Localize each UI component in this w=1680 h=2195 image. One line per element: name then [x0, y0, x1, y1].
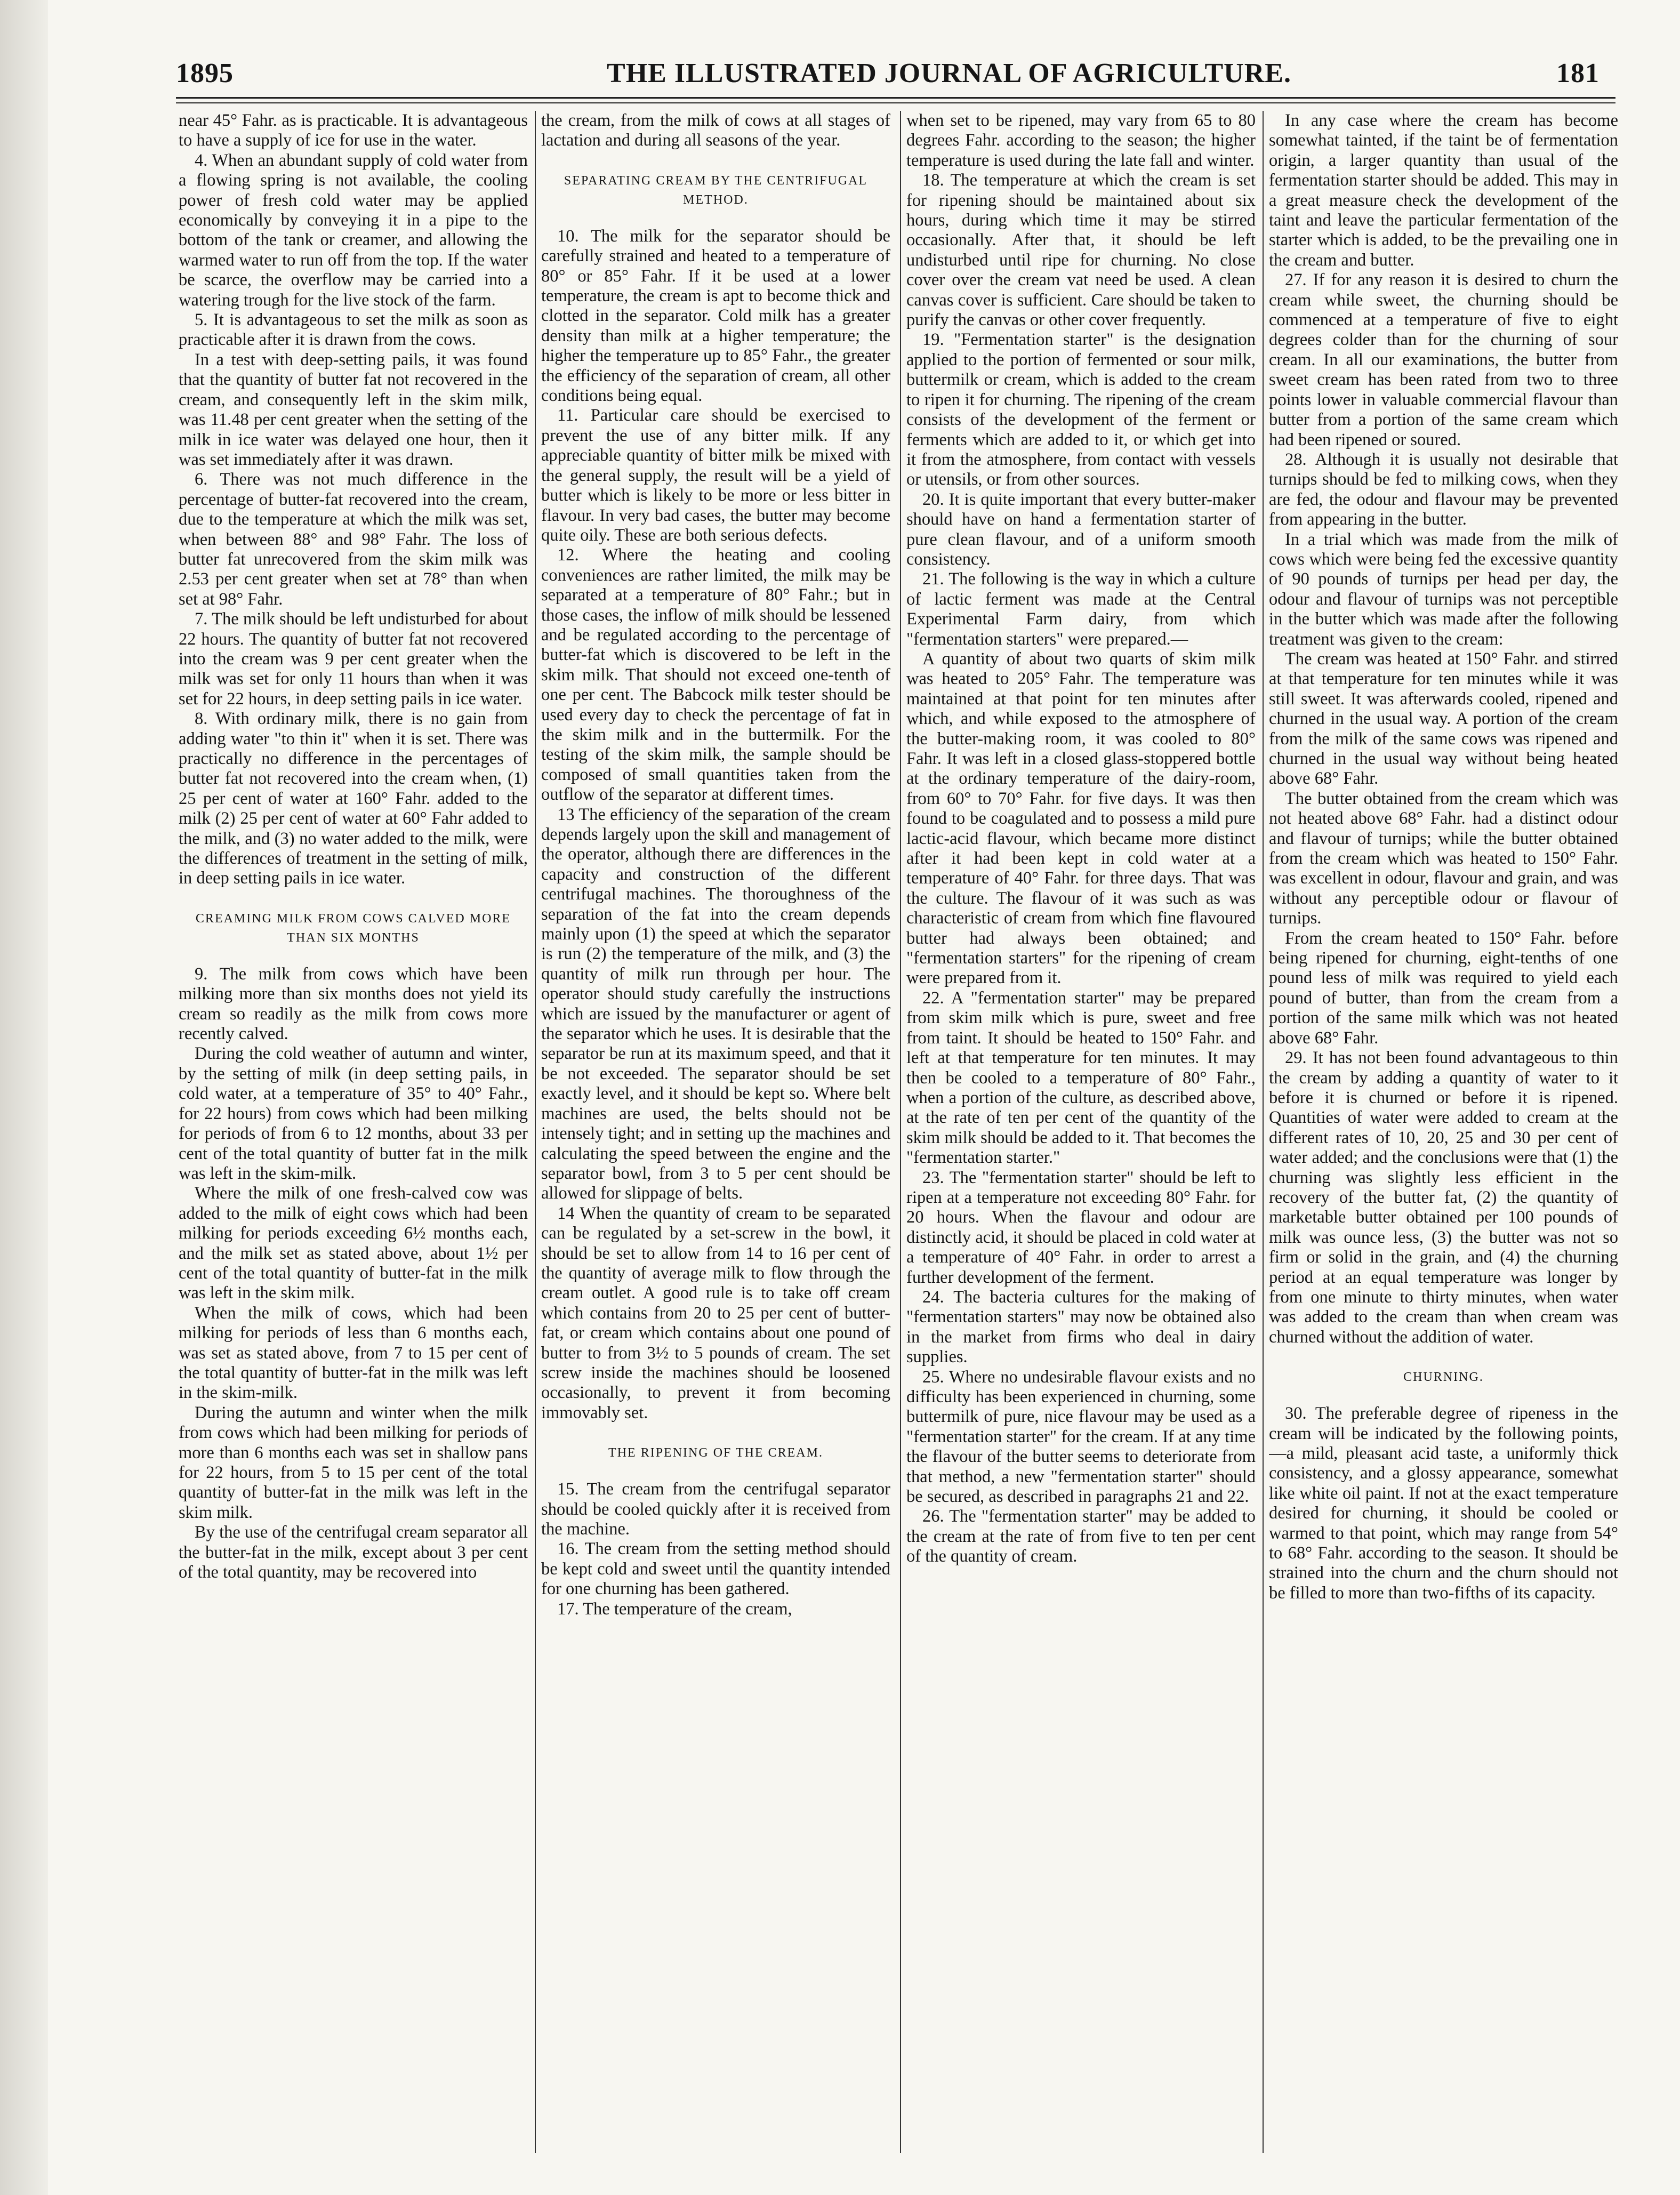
paragraph: A quantity of about two quarts of skim milk was heated to 205° Fahr. The temperature was maintained at that point for ten minutes after which, and while exposed to the atmosphere of the butter-making room, it was cooled to 80° Fahr. It was left in a closed glass-stoppered bottle at the ordinary temperature of the dairy-room, from 60° to 70° Fahr. for five days. It was then found to be coagulated and to possess a mild pure lactic-acid flavour, which became more distinct after it had been kept in cold water at a temperature of 40° Fahr. for three days. That was the culture. The flavour of it was such as was characteristic of cream from which fine flavoured butter had always been obtained; and "fermentation starters" for the ripening of cream were prepared from it.: [906, 649, 1256, 988]
paragraph: 16. The cream from the setting method should be kept cold and sweet until the quantity intended for one churning has been gathered.: [541, 1539, 890, 1599]
paragraph: the cream, from the milk of cows at all stages of lactation and during all seasons of the year.: [541, 111, 890, 150]
journal-title: THE ILLUSTRATED JOURNAL OF AGRICULTURE.: [607, 58, 1291, 89]
section-heading: THE RIPENING OF THE CREAM.: [608, 1446, 823, 1460]
page-year: 1895: [176, 58, 234, 89]
paragraph: From the cream heated to 150° Fahr. before being ripened for churning, eight-tenths of one pound less of milk was required to yield each pound of butter, than from the cream from a portion of the same milk which was not heated above 68° Fahr.: [1269, 928, 1618, 1048]
paragraph: 21. The following is the way in which a culture of lactic ferment was made at the Central Experimental Farm dairy, from which "fermentation starters" were prepared.—: [906, 569, 1256, 649]
paragraph: The butter obtained from the cream which was not heated above 68° Fahr. had a distinct odour and flavour of turnips; while the butter obtained from the cream which was heated to 150° Fahr. was excellent in odour, flavour and grain, and was without any perceptible odour or flavour of turnips.: [1269, 789, 1618, 928]
paragraph: when set to be ripened, may vary from 65 to 80 degrees Fahr. according to the season; the higher temperature is used during the late fall and winter.: [906, 111, 1256, 170]
paragraph: 18. The temperature at which the cream is set for ripening should be maintained about six hours, during which time it may be stirred occasionally. After that, it should be left undisturbed until ripe for churning. No close cover over the cream vat need be used. A clean canvas cover is sufficient. Care should be taken to purify the canvas or other cover frequently.: [906, 171, 1256, 330]
paragraph: 28. Although it is usually not desirable that turnips should be fed to milking cows, when they are fed, the odour and flavour may be prevented from appearing in the butter.: [1269, 449, 1618, 529]
paragraph: 4. When an abundant supply of cold water from a flowing spring is not available, the cooling power of fresh cold water may be applied economically by conveying it in a pipe to the bottom of the tank or creamer, and allowing the warmed water to run off from the top. If the water be scarce, the overflow may be carried into a watering trough for the live stock of the farm.: [179, 150, 528, 310]
paragraph: 7. The milk should be left undisturbed for about 22 hours. The quantity of butter fat not recovered into the cream was 9 per cent greater when the milk was set for only 11 hours than when it was set for 22 hours, in deep setting pails in ice water.: [179, 609, 528, 709]
paragraph: 22. A "fermentation starter" may be prepared from skim milk which is pure, sweet and free from taint. It should be heated to 150° Fahr. and left at that temperature for ten minutes. It may then be cooled to a temperature of 80° Fahr., when a portion of the culture, as described above, at the rate of ten per cent of the quantity of the skim milk should be added to it. That becomes the "fermentation starter.": [906, 988, 1256, 1168]
header-rule: [176, 97, 1615, 99]
paragraph: In any case where the cream has become somewhat tainted, if the taint be of fermentation origin, a larger quantity than usual of the fermentation starter should be added. This may in a great measure check the development of the taint and leave the particular fermentation of the starter which is added, to be the prevailing one in the cream and butter.: [1269, 111, 1618, 270]
paragraph: 13 The efficiency of the separation of the cream depends largely upon the skill and management of the operator, although there are differences in the capacity and construction of the different centrifugal machines. The thoroughness of the separation of the fat into the cream depends mainly upon (1) the speed at which the separator is run (2) the temperature of the milk, and (3) the quantity of milk run through per hour. The operator should study carefully the instructions which are issued by the manufacturer or agent of the separator which he uses. It is desirable that the separator be run at its maximum speed, and that it be not exceeded. The separator should be set exactly level, and it should be kept so. Where belt machines are used, the belts should not be intensely tight; and in setting up the machines and calculating the speed between the engine and the separator bowl, from 3 to 5 per cent should be allowed for slippage of belts.: [541, 805, 890, 1203]
column-divider: [900, 111, 901, 2153]
paragraph: In a trial which was made from the milk of cows which were being fed the excessive quantity of 90 pounds of turnips per head per day, the odour and flavour of turnips was not perceptible in the butter which was made after the following treatment was given to the cream:: [1269, 529, 1618, 649]
article-column-2: [541, 111, 890, 2153]
paragraph: 15. The cream from the centrifugal separator should be cooled quickly after it is received from the machine.: [541, 1480, 890, 1539]
paragraph: 30. The preferable degree of ripeness in the cream will be indicated by the following points,—a mild, pleasant acid taste, a uniformly thick consistency, and a glossy appearance, somewhat like white oil paint. If not at the exact temperature desired for churning, it should be cooled or warmed to that point, which may range from 54° to 68° Fahr. according to the season. It should be strained into the churn and the churn should not be filled to more than two-fifths of its capacity.: [1269, 1404, 1618, 1603]
section-heading: SEPARATING CREAM BY THE CENTRIFUGAL METHOD.: [564, 173, 868, 207]
paragraph: 10. The milk for the separator should be carefully strained and heated to a temperature of 80° or 85° Fahr. If it be used at a lower temperature, the cream is apt to become thick and clotted in the separator. Cold milk has a greater density than milk at a higher temperature; the higher the temperature up to 85° Fahr., the greater the efficiency of the separation of cream, all other conditions being equal.: [541, 226, 890, 406]
page-header: [176, 58, 1615, 100]
paragraph: The cream was heated at 150° Fahr. and stirred at that temperature for ten minutes while it was still sweet. It was afterwards cooled, ripened and churned in the usual way. A portion of the cream from the milk of the same cows was ripened and churned in the usual way without being heated above 68° Fahr.: [1269, 649, 1618, 789]
column-divider: [1263, 111, 1264, 2153]
column-divider: [535, 111, 536, 2153]
paragraph: 29. It has not been found advantageous to thin the cream by adding a quantity of water to it before it is churned or before it is ripened. Quantities of water were added to cream at the different rates of 10, 20, 25 and 30 per cent of water added; and the conclusions were that (1) the churning was slightly less efficient in the recovery of the butter fat, (2) the quantity of marketable butter obtained per 100 pounds of milk was ounce less, (3) the butter was not so firm or solid in the grain, and (4) the churning period at an equal temperature was longer by from one minute to thirty minutes, when water was added to the cream than when cream was churned without the addition of water.: [1269, 1048, 1618, 1347]
paragraph: 9. The milk from cows which have been milking more than six months does not yield its cream so readily as the milk from cows more recently calved.: [179, 964, 528, 1044]
section-heading: CREAMING MILK FROM COWS CALVED MORE THAN SIX MONTHS: [195, 911, 511, 945]
paragraph: 12. Where the heating and cooling conveniences are rather limited, the milk may be separated at a temperature of 80° Fahr.; but in those cases, the inflow of milk should be lessened and be regulated according to the percentage of butter-fat which is discovered to be left in the skim milk. That should not exceed one-tenth of one per cent. The Babcock milk tester should be used every day to check the percentage of fat in the skim milk and in the buttermilk. For the testing of the skim milk, the sample should be composed of small quantities taken from the outflow of the separator at different times.: [541, 545, 890, 805]
page-binding-edge: [0, 0, 48, 2195]
paragraph: 6. There was not much difference in the percentage of butter-fat recovered into the cream, due to the temperature at which the milk was set, when between 88° and 98° Fahr. The loss of butter fat unrecovered from the skim milk was 2.53 per cent greater when set at 78° than when set at 98° Fahr.: [179, 470, 528, 609]
paragraph: 27. If for any reason it is desired to churn the cream while sweet, the churning should be commenced at a temperature of five to eight degrees colder than for the churning of sour cream. In all our examinations, the butter from sweet cream has been rated from two to three points lower in valuable commercial flavour than butter from a portion of the same cream which had been ripened or soured.: [1269, 270, 1618, 449]
paragraph: 25. Where no undesirable flavour exists and no difficulty has been experienced in churning, some buttermilk of pure, nice flavour may be used as a "fermentation starter" for the cream. If at any time the flavour of the butter seems to deteriorate from that method, a new "fermentation starter" should be secured, as described in paragraphs 21 and 22.: [906, 1367, 1256, 1507]
paragraph: 19. "Fermentation starter" is the designation applied to the portion of fermented or sour milk, buttermilk or cream, which is added to the cream to ripen it for churning. The ripening of the cream consists of the development of the ferment or ferments which are added to it, or which get into it from the atmosphere, from contact with vessels or utensils, or from other sources.: [906, 330, 1256, 489]
paragraph: 24. The bacteria cultures for the making of "fermentation starters" may now be obtained also in the market from firms who deal in dairy supplies.: [906, 1287, 1256, 1367]
paragraph: near 45° Fahr. as is practicable. It is advantageous to have a supply of ice for use in the water.: [179, 111, 528, 150]
paragraph: 17. The temperature of the cream,: [557, 1599, 792, 1619]
paragraph: 23. The "fermentation starter" should be left to ripen at a temperature not exceeding 80° Fahr. for 20 hours. When the flavour and odour are distinctly acid, it should be placed in cold water at a temperature of 40° Fahr. in order to arrest a further development of the ferment.: [906, 1168, 1256, 1287]
article-column-1: [179, 111, 528, 2153]
header-rule-thin: [176, 102, 1615, 103]
paragraph: 5. It is advantageous to set the milk as soon as practicable after it is drawn from the cows.: [179, 310, 528, 350]
paragraph: 11. Particular care should be exercised to prevent the use of any bitter milk. If any appreciable quantity of bitter milk be mixed with the general supply, the result will be a yield of butter which is likely to be more or less bitter in flavour. In very bad cases, the butter may become quite oily. These are both serious defects.: [541, 406, 890, 545]
paragraph: 8. With ordinary milk, there is no gain from adding water "to thin it" when it is set. There was practically no difference in the percentages of butter fat not recovered into the cream when, (1) 25 per cent of water at 160° Fahr. added to the milk (2) 25 per cent of water at 60° Fahr added to the milk, and (3) no water added to the milk, were the differences of treatment in the setting of milk, in deep setting pails in ice water.: [179, 709, 528, 888]
paragraph: 26. The "fermentation starter" may be added to the cream at the rate of from five to ten per cent of the quantity of cream.: [906, 1507, 1256, 1566]
paragraph: During the cold weather of autumn and winter, by the setting of milk (in deep setting pails, in cold water, at a temperature of 35° to 40° Fahr., for 22 hours) from cows which had been milking for periods of from 6 to 12 months, about 33 per cent of the total quantity of butter fat in the milk was left in the skim-milk.: [179, 1044, 528, 1183]
section-heading: CHURNING.: [1403, 1370, 1484, 1385]
paragraph: Where the milk of one fresh-calved cow was added to the milk of eight cows which had been milking for periods exceeding 6½ months each, and the milk set as stated above, about 1½ per cent of the total quantity of butter-fat in the milk was left in the skim milk.: [179, 1184, 528, 1303]
page-number: 181: [1556, 58, 1599, 89]
paragraph: During the autumn and winter when the milk from cows which had been milking for periods of more than 6 months each was set in shallow pans for 22 hours, from 5 to 15 per cent of the total quantity of butter-fat in the milk was left in the skim milk.: [179, 1403, 528, 1522]
paragraph: When the milk of cows, which had been milking for periods of less than 6 months each, was set as stated above, from 7 to 15 per cent of the total quantity of butter-fat in the milk was left in the skim-milk.: [179, 1303, 528, 1403]
article-column-4: [1269, 111, 1618, 2153]
paragraph: By the use of the centrifugal cream separator all the butter-fat in the milk, except about 3 per cent of the total quantity, may be recovered into: [179, 1523, 528, 1582]
paragraph: In a test with deep-setting pails, it was found that the quantity of butter fat not recovered in the cream, and consequently left in the skim milk, was 11.48 per cent greater when the setting of the milk in ice water was delayed one hour, then it was set immediately after it was drawn.: [179, 350, 528, 469]
paragraph: 20. It is quite important that every butter-maker should have on hand a fermentation starter of pure clean flavour, and of a uniform smooth consistency.: [906, 489, 1256, 569]
paragraph: 14 When the quantity of cream to be separated can be regulated by a set-screw in the bowl, it should be set to allow from 14 to 16 per cent of the quantity of average milk to flow through the cream outlet. A good rule is to take off cream which contains from 20 to 25 per cent of butter-fat, or cream which contains about one pound of butter to from 3½ to 5 pounds of cream. The set screw inside the machines should be loosened occasionally, to prevent it from becoming immovably set.: [541, 1203, 890, 1422]
article-column-3: [906, 111, 1256, 2153]
